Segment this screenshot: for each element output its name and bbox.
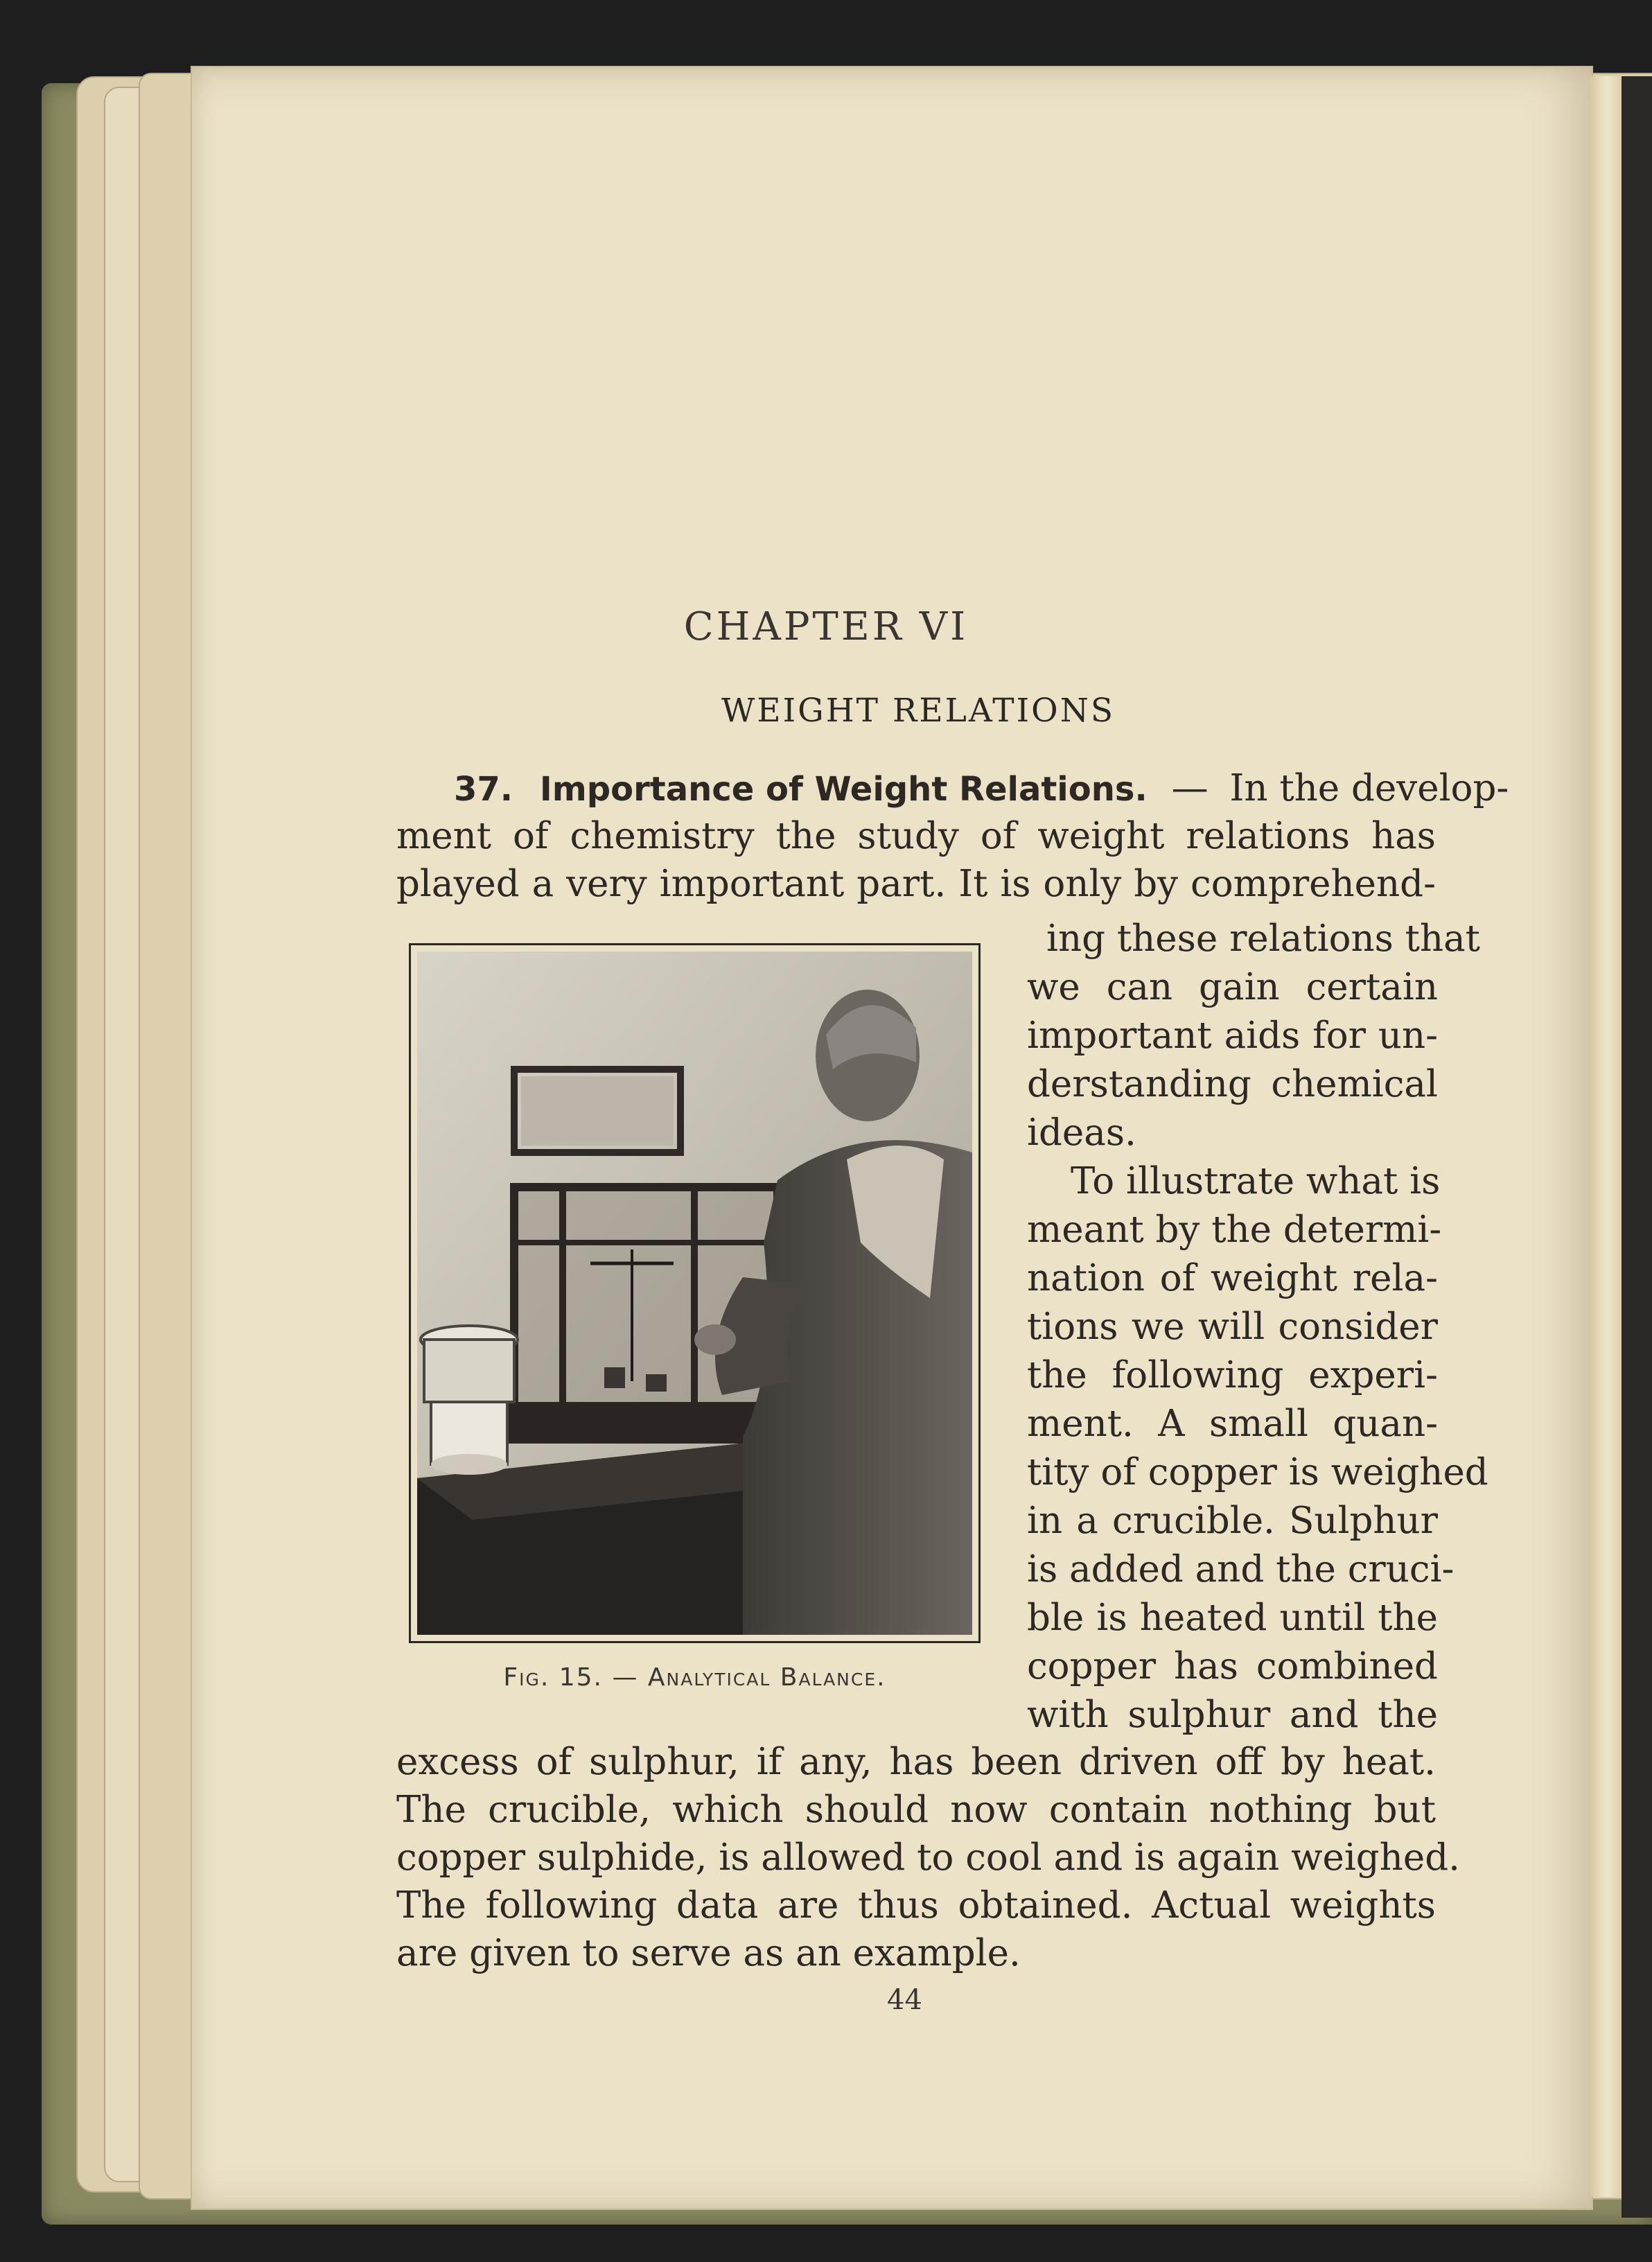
- text-line: In the develop-: [1229, 767, 1509, 809]
- text-line: the following experi-: [1027, 1354, 1438, 1396]
- text-line: ment. A small quan-: [1027, 1403, 1438, 1445]
- figure-analytical-balance: [409, 943, 981, 1643]
- text-line: To illustrate what is: [1071, 1160, 1441, 1202]
- gutter-shadow: [1622, 76, 1652, 2218]
- text-line: copper sulphide, is allowed to cool and is again weighed.: [396, 1836, 1460, 1879]
- text-line: The crucible, which should now contain nothing but: [396, 1789, 1436, 1831]
- text-line: is added and the cruci-: [1027, 1548, 1455, 1590]
- text-line: ideas.: [1027, 1112, 1136, 1154]
- text-line: we can gain certain: [1027, 966, 1438, 1008]
- text-line: in a crucible. Sulphur: [1027, 1500, 1438, 1542]
- figure-caption: [409, 1663, 981, 1692]
- text-line: ment of chemistry the study of weight relations has: [396, 815, 1436, 857]
- text-line: important aids for un-: [1027, 1015, 1438, 1057]
- em-dash: —: [1171, 767, 1209, 809]
- text-line: copper has combined: [1027, 1645, 1438, 1687]
- text-line: The following data are thus obtained. Actual weights: [396, 1884, 1436, 1927]
- text-line: played a very important part. It is only by comprehend-: [396, 863, 1436, 905]
- section-heading: Importance of Weight Relations.: [539, 770, 1148, 809]
- page-number: 44: [887, 1984, 922, 2016]
- text-line: ble is heated until the: [1027, 1597, 1438, 1639]
- analytical-balance-photo: [417, 952, 972, 1635]
- text-line: meant by the determi-: [1027, 1209, 1442, 1251]
- section-number: 37.: [454, 770, 513, 809]
- text-line: are given to serve as an example.: [396, 1932, 1021, 1974]
- section-first-line: [454, 767, 1509, 809]
- text-line: ing these relations that: [1046, 918, 1480, 960]
- chapter-heading: CHAPTER VI: [683, 604, 969, 649]
- text-line: derstanding chemical: [1027, 1063, 1438, 1105]
- text-line: tity of copper is weighed: [1027, 1451, 1488, 1493]
- text-line: with sulphur and the: [1027, 1694, 1438, 1736]
- caption-text: Fig. 15. — Analytical Balance.: [503, 1663, 886, 1692]
- text-line: excess of sulphur, if any, has been driven off by heat.: [396, 1741, 1436, 1783]
- chapter-title: WEIGHT RELATIONS: [721, 692, 1116, 730]
- text-line: tions we will consider: [1027, 1306, 1438, 1348]
- text-line: nation of weight rela-: [1027, 1257, 1438, 1299]
